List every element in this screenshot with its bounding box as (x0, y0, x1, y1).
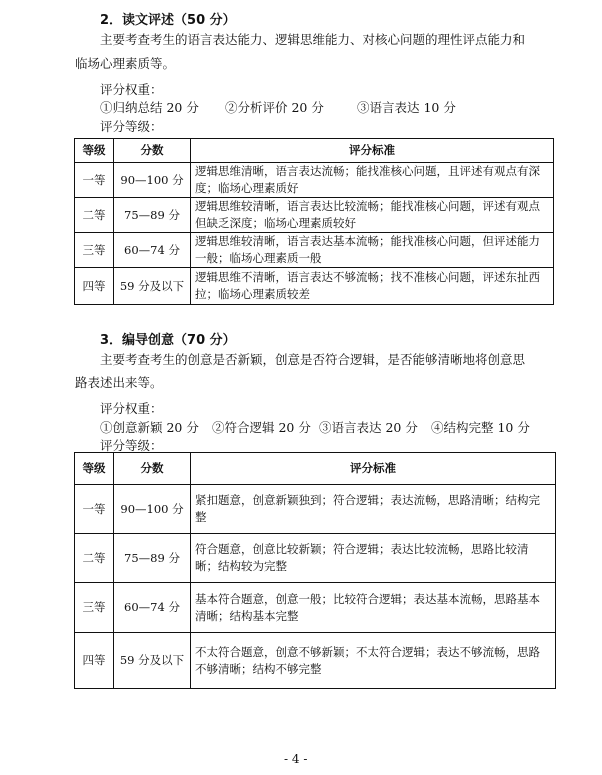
grade-cell: 一等 (75, 485, 114, 534)
table-header-row (75, 453, 556, 485)
section2-heading: 2．读文评述（50 分） (100, 13, 236, 28)
score-cell: 90—100 分 (114, 485, 191, 534)
header-score: 分数 (114, 139, 191, 163)
criteria-cell: 逻辑思维较清晰，语言表达基本流畅；能找准核心问题，但评述能力一般；临场心理素质一般 (191, 233, 554, 268)
weight-item: ②符合逻辑 20 分 (212, 420, 311, 435)
criteria-cell: 紧扣题意，创意新颖独到；符合逻辑；表达流畅，思路清晰；结构完整 (191, 485, 556, 534)
header-grade: 等级 (75, 139, 114, 163)
grade-cell: 三等 (75, 233, 114, 268)
score-cell: 90—100 分 (114, 163, 191, 198)
criteria-cell: 不太符合题意，创意不够新颖；不太符合逻辑；表达不够流畅，思路不够清晰；结构不够完整 (191, 633, 556, 689)
grade-cell: 一等 (75, 163, 114, 198)
weight-item: ③语言表达 20 分 (319, 420, 418, 435)
criteria-cell: 符合题意，创意比较新颖；符合逻辑；表达比较流畅，思路比较清晰；结构较为完整 (191, 534, 556, 583)
section3-heading: 3．编导创意（70 分） (100, 333, 236, 348)
grade-cell: 三等 (75, 583, 114, 633)
table-row (75, 534, 556, 583)
section2-grades-label: 评分等级： (100, 119, 163, 134)
table-row (75, 485, 556, 534)
weight-item: ①创意新颖 20 分 (100, 420, 199, 435)
criteria-cell: 逻辑思维不清晰，语言表达不够流畅；找不准核心问题，评述东扯西拉；临场心理素质较差 (191, 268, 554, 305)
section2-weights (100, 98, 456, 116)
grade-cell: 四等 (75, 633, 114, 689)
header-criteria: 评分标准 (191, 139, 554, 163)
table-row (75, 163, 554, 198)
table-row (75, 233, 554, 268)
grade-cell: 二等 (75, 534, 114, 583)
table-row (75, 583, 556, 633)
table-row (75, 198, 554, 233)
table-header-row (75, 139, 554, 163)
score-cell: 59 分及以下 (114, 268, 191, 305)
criteria-cell: 逻辑思维清晰，语言表达流畅；能找准核心问题，且评述有观点有深度；临场心理素质好 (191, 163, 554, 198)
page-number: - 4 - (284, 752, 308, 766)
score-cell: 60—74 分 (114, 583, 191, 633)
header-score: 分数 (114, 453, 191, 485)
section3-weights (100, 418, 530, 436)
grade-cell: 二等 (75, 198, 114, 233)
table-row (75, 633, 556, 689)
criteria-cell: 逻辑思维较清晰，语言表达比较流畅；能找准核心问题，评述有观点但缺乏深度；临场心理素质较好 (191, 198, 554, 233)
section2-paragraph-line1: 主要考查考生的语言表达能力、逻辑思维能力、对核心问题的理性评点能力和 (100, 32, 526, 47)
section2-grading-table (74, 138, 554, 305)
score-cell: 59 分及以下 (114, 633, 191, 689)
section2-paragraph-line2: 临场心理素质等。 (75, 56, 176, 71)
header-grade: 等级 (75, 453, 114, 485)
header-criteria: 评分标准 (191, 453, 556, 485)
weight-item: ①归纳总结 20 分 (100, 100, 199, 115)
section2-weights-label: 评分权重： (100, 82, 163, 97)
score-cell: 75—89 分 (114, 534, 191, 583)
weight-item: ④结构完整 10 分 (431, 420, 530, 435)
criteria-cell: 基本符合题意，创意一般；比较符合逻辑；表达基本流畅，思路基本清晰；结构基本完整 (191, 583, 556, 633)
weight-item: ②分析评价 20 分 (225, 100, 324, 115)
section3-weights-label: 评分权重： (100, 401, 163, 416)
section3-paragraph-line2: 路表述出来等。 (75, 375, 163, 390)
section3-paragraph-line1: 主要考查考生的创意是否新颖，创意是否符合逻辑，是否能够清晰地将创意思 (100, 352, 526, 367)
grade-cell: 四等 (75, 268, 114, 305)
section3-grading-table (74, 452, 556, 689)
score-cell: 75—89 分 (114, 198, 191, 233)
score-cell: 60—74 分 (114, 233, 191, 268)
table-row (75, 268, 554, 305)
weight-item: ③语言表达 10 分 (357, 100, 456, 115)
section3-grades-label: 评分等级： (100, 438, 163, 453)
